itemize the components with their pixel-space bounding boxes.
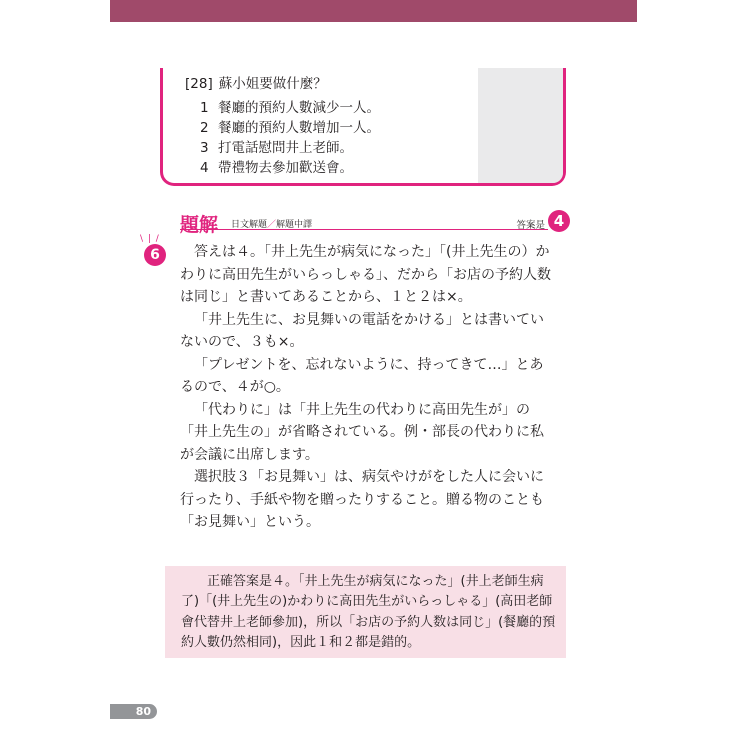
lightbulb-rays-icon: \ | / [140,234,160,244]
explanation-paragraph: 「井上先生に、お見舞いの電話をかける」とは書いていないので、３も×。 [180,311,544,350]
option-4: 4 帶禮物去參加歡送會。 [200,160,353,176]
answer-number-badge: 4 [548,210,570,232]
explanation-paragraph: 「代わりに」は「井上先生の代わりに高田先生が」の「井上先生の」が省略されている。例・部長の代わりに私が会議に出席します。 [180,401,544,463]
question-text: 蘇小姐要做什麼？ [218,76,327,92]
lightbulb-icon: 6 [144,244,166,266]
question-box [160,68,566,186]
option-3: 3 打電話慰問井上老師。 [200,140,353,156]
section-title: 題解 [180,214,219,236]
section-header [150,210,570,240]
option-2: 2 餐廳的預約人數增加一人。 [200,120,380,136]
explanation-paragraph: 答えは４。「井上先生が病気になった」「(井上先生の）かわりに高田先生がいらっしゃる」、だから「お店の予約人数は同じ」と書いてあることから、１と２は×。 [180,244,551,305]
explanation-text [180,241,552,534]
question-heading [185,72,333,92]
explanation-paragraph: 「プレゼントを、忘れないように、持ってきて…」とあるので、４が○。 [180,356,544,395]
question-gray-panel [478,68,563,183]
answer-label: 答案是 [516,220,545,231]
header-divider [180,229,548,230]
page-number: 80 [110,704,157,719]
option-1: 1 餐廳的預約人數減少一人。 [200,100,380,116]
translation-box [165,566,566,658]
explanation-paragraph: 選択肢３「お見舞い」は、病気やけがをした人に会いに行ったり、手紙や物を贈ったりすること。贈る物のことも「お見舞い」という。 [180,469,544,530]
section-subtitle: 日文解題／解題中譯 [231,220,313,230]
translation-text: 正確答案是４。「井上先生が病気になった」(井上老師生病了)「(井上先生の)かわりに高田先生がいらっしゃる」(高田老師會代替井上老師參加)，所以「お店の予約人数は同じ」(餐廳的預約人數仍然相同)，因此１和２都是錯的。 [181,574,556,650]
top-banner [110,0,637,22]
question-number: [28] [185,76,213,92]
